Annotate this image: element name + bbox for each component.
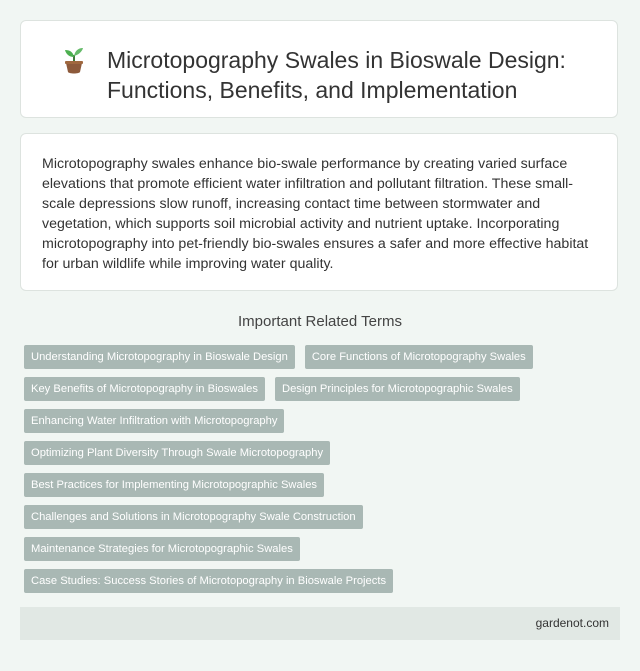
tag-row (24, 441, 624, 465)
related-term-tag[interactable]: Challenges and Solutions in Microtopography Swale Construction (24, 505, 363, 529)
tag-row (24, 409, 624, 433)
page-title: Microtopography Swales in Bioswale Design: Functions, Benefits, and Implementation (107, 47, 566, 103)
related-term-tag[interactable]: Maintenance Strategies for Microtopographic Swales (24, 537, 300, 561)
related-term-tag[interactable]: Best Practices for Implementing Microtopographic Swales (24, 473, 324, 497)
related-term-tag[interactable]: Enhancing Water Infiltration with Microtopography (24, 409, 284, 433)
related-term-tag[interactable]: Case Studies: Success Stories of Microtopography in Bioswale Projects (24, 569, 393, 593)
related-term-tag[interactable]: Optimizing Plant Diversity Through Swale Microtopography (24, 441, 330, 465)
tag-row (24, 377, 624, 401)
tag-row (24, 345, 624, 369)
header-card (20, 20, 618, 118)
footer-site-link[interactable]: gardenot.com (535, 616, 609, 630)
related-terms-list (24, 345, 624, 601)
related-term-tag[interactable]: Key Benefits of Microtopography in Bioswales (24, 377, 265, 401)
tag-row (24, 505, 624, 529)
tag-row (24, 537, 624, 561)
intro-card (20, 133, 618, 291)
tag-row (24, 569, 624, 593)
related-term-tag[interactable]: Understanding Microtopography in Bioswale Design (24, 345, 295, 369)
related-terms-heading: Important Related Terms (238, 313, 402, 330)
related-term-tag[interactable]: Design Principles for Microtopographic Swales (275, 377, 520, 401)
tag-row (24, 473, 624, 497)
footer-bar (20, 607, 620, 640)
intro-paragraph: Microtopography swales enhance bio-swale performance by creating varied surface elevations that promote efficient water infiltration and pollutant filtration. These small-scale depressions slow runoff, increasing contact time between stormwater and vegetation, which supports soil microbial activity and nutrient uptake. Incorporating microtopography into pet-friendly bio-swales ensures a safer and more effective habitat for urban wildlife while improving water quality. (42, 156, 589, 272)
sprout-icon (61, 45, 87, 75)
related-term-tag[interactable]: Core Functions of Microtopography Swales (305, 345, 533, 369)
